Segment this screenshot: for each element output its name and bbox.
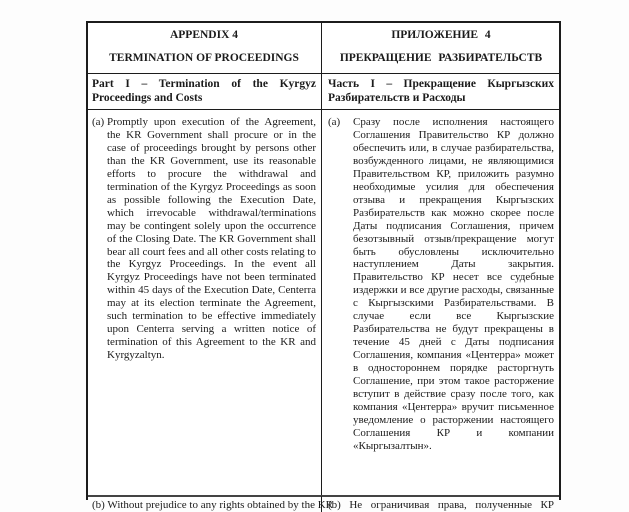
clipped-row-russian: [321, 495, 559, 512]
clause-a-english: [92, 116, 316, 362]
clipped-row-text-en: (b) Without prejudice to any rights obtained by the KR: [92, 499, 334, 511]
appendix-title-ru: ПРИЛОЖЕНИЕ 4: [391, 29, 491, 41]
termination-title-en: TERMINATION OF PROCEEDINGS: [109, 52, 299, 64]
part-heading-ru: Часть I – Прекращение Кыргызских Разбирательств и Расходы: [328, 78, 554, 104]
clause-a-text-ru: Сразу после исполнения настоящего Соглашения Правительство КР должно обеспечить или, в случае разбирательства, возбужденного лицами, не являющимися Правительством КР, приложить разумно необходимые усилия для обеспечения отзыва и прекращения Кыргызских Разбирательств как можно скорее после Даты подписания Соглашения, причем безотзывный отзыв/прекращение могут быть обусловлены исключительно наступлением Даты закрытия. Правительство КР несет все судебные издержки и все другие расходы, связанные с Кыргызскими Разбирательствами. В случае если все Кыргызские Разбирательства не будут прекращены в течение 45 дней с Даты подписания Соглашения, компания «Центерра» может в одностороннем порядке расторгнуть Соглашение, при этом такое расторжение вступит в действие сразу после того, как компания «Центерра» вручит письменное уведомление о расторжении настоящего Соглашения КР и компании «Кыргызалтын».: [353, 116, 554, 452]
part-heading-en: Part I – Termination of the Kyrgyz Proceedings and Costs: [92, 78, 316, 104]
clause-a-russian: [328, 116, 554, 453]
appendix-title-en: APPENDIX 4: [169, 29, 239, 41]
appendix-table: [86, 21, 561, 511]
clause-a-marker-ru: (a): [328, 116, 341, 128]
title-cell-russian: [321, 23, 559, 73]
clipped-row-text-ru: (b) Не ограничивая права, полученные КР: [328, 499, 554, 511]
clause-cell-english: [88, 109, 321, 495]
clause-cell-russian: [321, 109, 559, 495]
title-cell-english: [88, 23, 321, 73]
termination-title-ru: ПРЕКРАЩЕНИЕ РАЗБИРАТЕЛЬСТВ: [339, 52, 543, 64]
clause-a-text-en: Promptly upon execution of the Agreement, the KR Government shall procure or in the case of proceedings brought by persons other than the KR Government, use its reasonable efforts to procure the withdrawal and termination of the Kyrgyz Proceedings as soon as possible following the Execution Date, which irrevocable withdrawal/terminations may be contingent solely upon the occurrence of the Closing Date. The KR Government shall bear all court fees and all other costs relating to the Kyrgyz Proceedings. In the event all Kyrgyz Proceedings have not been terminated within 45 days of the Execution Date, Centerra may at its election terminate the Agreement, such termination to be effective immediately upon Centerra serving a written notice of termination of this Agreement to the KR and Kyrgyzaltyn.: [107, 116, 316, 362]
clipped-row-english: [88, 495, 334, 512]
part-cell-english: [88, 73, 321, 109]
part-cell-russian: [321, 73, 559, 109]
clause-a-marker-en: (a): [92, 116, 105, 128]
